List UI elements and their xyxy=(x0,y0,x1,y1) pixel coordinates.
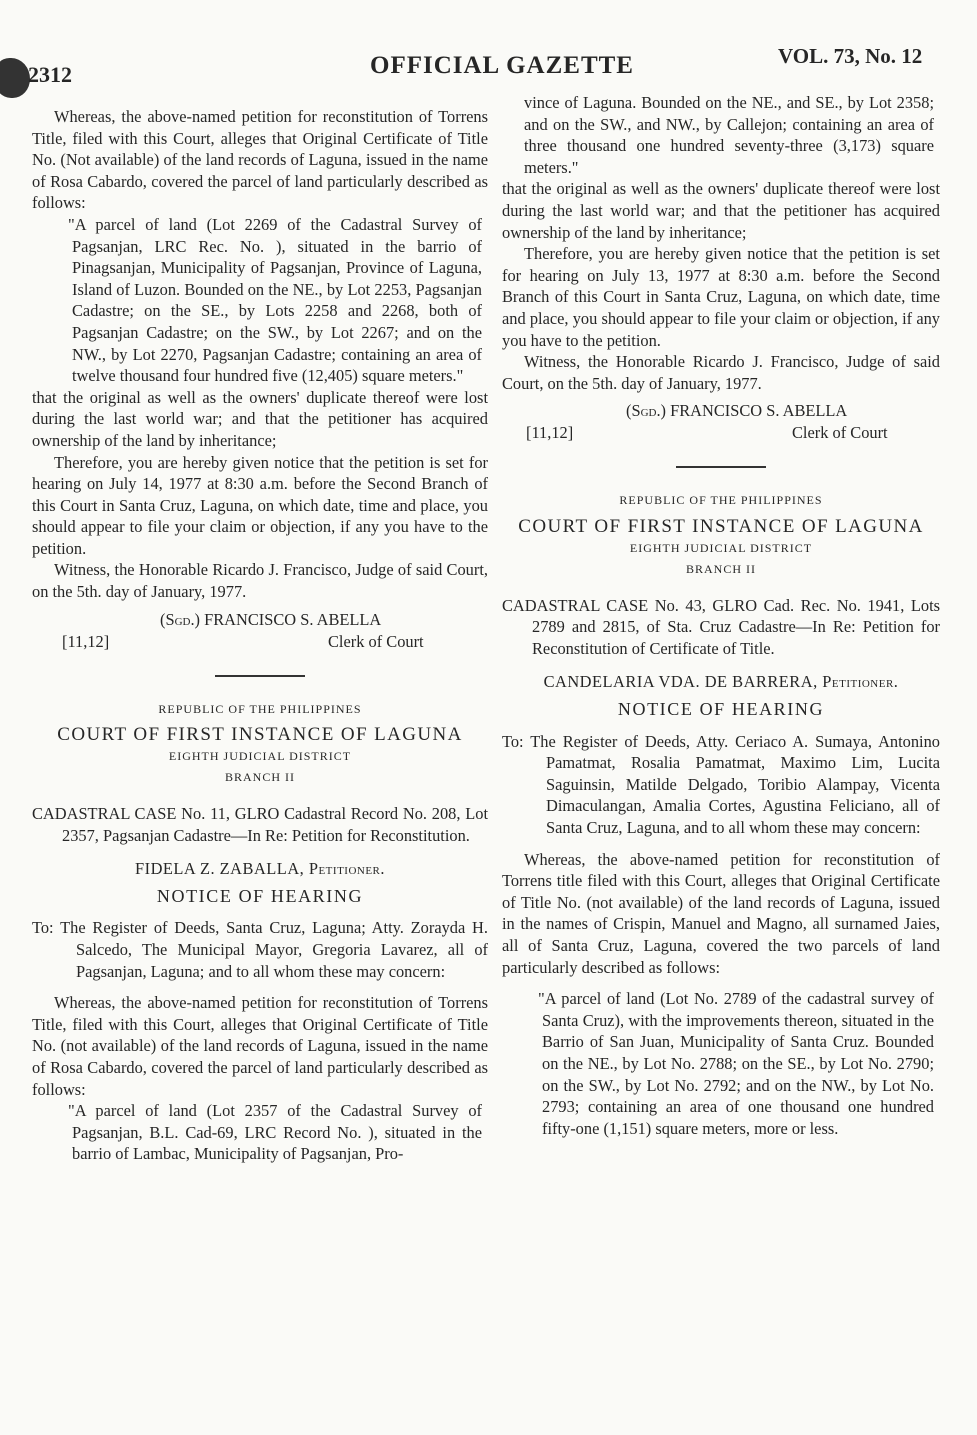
district-heading-2: EIGHTH JUDICIAL DISTRICT xyxy=(629,540,813,555)
issue-reference-2: [11,12] xyxy=(526,423,574,443)
gazette-title: OFFICIAL GAZETTE xyxy=(370,52,634,79)
volume-label: VOL. 73, No. 12 xyxy=(778,44,923,68)
section-divider-2 xyxy=(676,466,766,468)
signatory: (Sgd.) FRANCISCO S. ABELLA xyxy=(160,609,382,629)
issue-reference: [11,12] xyxy=(62,631,110,651)
whereas-paragraph: Whereas, the above-named petition for reconstitution of Torrens Title, filed with this Court, alleges that Original Certificate of Title No. (Not available) of the land records of Laguna, issued in the name of Rosa Cabardo, covered the parcel of land particularly described as follows: xyxy=(32,107,488,213)
left-column xyxy=(32,106,488,1165)
signatory-2: (Sgd.) FRANCISCO S. ABELLA xyxy=(626,401,848,421)
case-caption: CADASTRAL CASE No. 11, GLRO Cadastral Record No. 208, Lot 2357, Pagsanjan Cadastre—In Re: Petition for Reconstitution. xyxy=(32,804,488,845)
clerk-title-2: Clerk of Court xyxy=(792,423,888,443)
witness-paragraph: Witness, the Honorable Ricardo J. Francisco, Judge of said Court, on the 5th. day of January, 1977. xyxy=(32,560,488,602)
addressees-2: To: The Register of Deeds, Atty. Ceriaco A. Sumaya, Antonino Pamatmat, Rosalia Pamatmat, Maximo Lim, Lucita Saguinsin, Matilde Delgado, Toribio Alampay, Vicenta Dimaculangan, Amalia Cortes, Agustina Feliciano, all of Santa Cruz, Laguna, and to all whom these may concern: xyxy=(502,731,940,838)
whereas-paragraph-3: Whereas, the above-named petition for reconstitution of Torrens title filed with this Court, alleges that Original Certificate of Title No. (not available) of the land records of Laguna, issued in the names of Crispin, Manuel and Magno, all surnamed Jaies, all of Santa Cruz, Laguna, covered the two parcels of land particularly described as follows: xyxy=(502,849,940,977)
witness-paragraph-2: Witness, the Honorable Ricardo J. Francisco, Judge of said Court, on the 5th. day of January, 1977. xyxy=(502,352,940,393)
ink-blot xyxy=(0,58,30,98)
hearing-paragraph: Therefore, you are hereby given notice that the petition is set for hearing on July 14, 1977 at 8:30 a.m. before the Second Branch of this Court in Santa Cruz, Laguna, on which date, time and place, you should appear to file your claim or objection, if any you have to the petition. xyxy=(32,452,488,558)
petitioner-line: FIDELA Z. ZABALLA, Petitioner. xyxy=(135,859,385,879)
land-description-quote-2: "A parcel of land (Lot 2357 of the Cadastral Survey of Pagsanjan, B.L. Cad-69, LRC Record No. ), situated in the barrio of Lambac, Municipality of Pagsanjan, Pro- xyxy=(68,1101,482,1164)
petitioner-line-2: CANDELARIA VDA. DE BARRERA, Petitioner. xyxy=(543,672,899,692)
district-heading: EIGHTH JUDICIAL DISTRICT xyxy=(168,748,352,763)
case-caption-2: CADASTRAL CASE No. 43, GLRO Cad. Rec. No. 1941, Lots 2789 and 2815, of Sta. Cruz Cadastre—In Re: Petition for Reconstitution of Certificate of Title. xyxy=(502,595,940,658)
hearing-paragraph-2: Therefore, you are hereby given notice that the petition is set for hearing on July 13, 1977 at 8:30 a.m. before the Second Branch of this Court in Santa Cruz, Laguna, on which date, time and place, you should appear to file your claim or objection, if any you have to the petition. xyxy=(502,244,940,350)
loss-paragraph-2: that the original as well as the owners' duplicate thereof were lost during the last world war; and that the petitioner has acquired ownership of the land by inheritance; xyxy=(502,179,940,242)
page-header xyxy=(0,30,977,90)
notice-heading: NOTICE OF HEARING xyxy=(156,885,364,906)
whereas-paragraph-2: Whereas, the above-named petition for reconstitution of Torrens Title, filed with this Court, alleges that Original Certificate of Title No. (not available) of the land records of Laguna, issued in the name of Rosa Cabardo, covered the parcel of land particularly described as follows: xyxy=(32,993,488,1099)
clerk-title: Clerk of Court xyxy=(328,631,424,651)
branch-heading: BRANCH II xyxy=(224,770,295,785)
court-heading: COURT OF FIRST INSTANCE OF LAGUNA xyxy=(57,724,463,746)
republic-heading-2: REPUBLIC OF THE PHILIPPINES xyxy=(619,493,823,508)
notice-heading-2: NOTICE OF HEARING xyxy=(617,699,825,720)
court-heading-2: COURT OF FIRST INSTANCE OF LAGUNA xyxy=(518,515,924,537)
page-number: 2312 xyxy=(28,62,72,87)
land-description-quote: "A parcel of land (Lot 2269 of the Cadastral Survey of Pagsanjan, LRC Rec. No. ), situated in the barrio of Pinagsanjan, Municipality of Pagsanjan, Province of Laguna, Island of Luzon. Bounded on the NE., by Lot 2253, Pagsanjan Cadastre; on the SE., by Lots 2258 and 2268, both of Pagsanjan Cadastre; on the SW., by Lot 2267; and on the NW., by Lot 2270, Pagsanjan Cadastre; containing an area of twelve thousand four hundred five (12,405) square meters." xyxy=(68,214,482,386)
branch-heading-2: BRANCH II xyxy=(685,562,756,577)
republic-heading: REPUBLIC OF THE PHILIPPINES xyxy=(158,701,362,716)
land-description-continued: vince of Laguna. Bounded on the NE., and SE., by Lot 2358; and on the SW., and NW., by Callejon; containing an area of three thousand one hundred seventy-three (3,173) square meters." xyxy=(524,93,934,177)
section-divider xyxy=(215,675,305,677)
signature-block-2 xyxy=(502,400,940,446)
land-description-quote-3: "A parcel of land (Lot No. 2789 of the cadastral survey of Santa Cruz), with the improvements thereon, situated in the Barrio of San Juan, Municipality of Santa Cruz. Bounded on the NE., by Lot No. 2788; on the SE., by Lot No. 2790; on the SW., by Lot No. 2792; and on the NW., by Lot No. 2793; containing an area of one thousand one hundred fifty-one (1,151) square meters, more or less. xyxy=(538,989,934,1138)
addressees: To: The Register of Deeds, Santa Cruz, Laguna; Atty. Zorayda H. Salcedo, The Municipal Mayor, Gregoria Lavarez, all of Pagsanjan, Laguna; and to all whom these may concern: xyxy=(32,918,488,981)
loss-paragraph: that the original as well as the owners' duplicate thereof were lost during the last world war; and that the petitioner has acquired ownership of the land by inheritance; xyxy=(32,387,488,450)
signature-block xyxy=(32,609,488,655)
right-column xyxy=(502,92,940,1139)
